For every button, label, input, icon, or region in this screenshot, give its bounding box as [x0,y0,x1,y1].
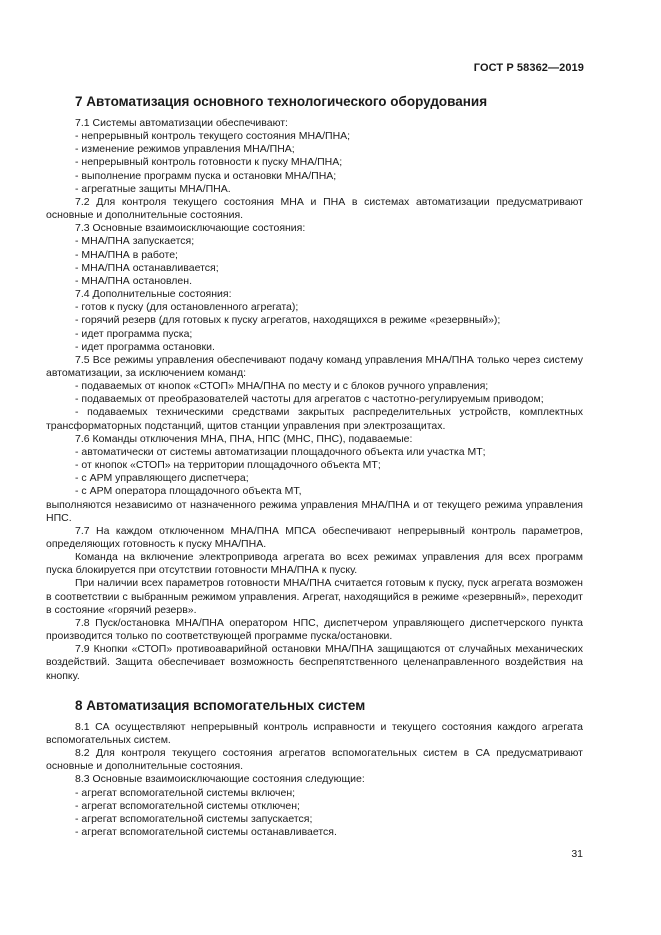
page-number: 31 [571,848,583,860]
section-7-content [46,117,583,683]
paragraph: - подаваемых техническими средствами закрытых распределительных устройств, комплектных трансформаторных подстанций, щитов станции управления при электрозащитах. [46,406,583,432]
list-item: - с АРМ оператора площадочного объекта МТ, [75,485,302,498]
paragraph: 7.4 Дополнительные состояния: [75,288,232,301]
list-item: - изменение режимов управления МНА/ПНА; [75,143,295,156]
paragraph: При наличии всех параметров готовности МНА/ПНА считается готовым к пуску, пуск агрегата возможен в соответствии с выбранным режимом управления. Агрегат, находящийся в режиме «резервный», переходит в состояние «горячий резерв». [46,577,583,616]
list-item: - МНА/ПНА остановлен. [75,274,192,287]
list-item: - подаваемых от преобразователей частоты для агрегатов с частотно-регулируемым приводом; [75,393,544,406]
paragraph: 7.1 Системы автоматизации обеспечивают: [75,117,288,129]
paragraph: 7.7 На каждом отключенном МНА/ПНА МПСА обеспечивают непрерывный контроль параметров, определяющих готовность к пуску МНА/ПНА. [46,524,583,550]
list-item: - агрегатные защиты МНА/ПНА. [75,182,231,195]
list-item: - от кнопок «СТОП» на территории площадочного объекта МТ; [75,459,381,472]
paragraph: 8.3 Основные взаимоисключающие состояния следующие: [75,773,365,786]
list-item: - непрерывный контроль готовности к пуску МНА/ПНА; [75,156,343,169]
section-8-heading: 8 Автоматизация вспомогательных систем [75,697,366,713]
paragraph: 8.2 Для контроля текущего состояния агрегатов вспомогательных систем в СА предусматривают основные и дополнительные состояния. [46,747,583,773]
list-item: - с АРМ управляющего диспетчера; [75,472,249,485]
list-item: - автоматически от системы автоматизации площадочного объекта или участка МТ; [75,445,486,458]
section-8-content [46,721,583,839]
list-item: - МНА/ПНА останавливается; [75,261,219,274]
paragraph: 8.1 СА осуществляют непрерывный контроль исправности и текущего состояния каждого агрегата вспомогательных систем. [46,720,583,746]
paragraph: выполняются независимо от назначенного режима управления МНА/ПНА и от текущего режима управления НПС. [46,498,583,524]
list-item: - агрегат вспомогательной системы запускается; [75,812,313,825]
paragraph: 7.6 Команды отключения МНА, ПНА, НПС (МНС, ПНС), подаваемые: [75,432,413,445]
list-item: - подаваемых от кнопок «СТОП» МНА/ПНА по месту и с блоков ручного управления; [75,380,489,393]
list-item: - идет программа пуска; [75,327,193,340]
paragraph: Команда на включение электропривода агрегата во всех режимах управления для всех программ пуска блокируется при отсутствии готовности МНА/ПНА к пуску. [46,551,583,577]
document-body [46,93,583,839]
list-item: - МНА/ПНА запускается; [75,235,195,248]
list-item: - непрерывный контроль текущего состояния МНА/ПНА; [75,130,351,143]
paragraph: 7.5 Все режимы управления обеспечивают подачу команд управления МНА/ПНА только через систему автоматизации, за исключением команд: [46,353,583,379]
list-item: - МНА/ПНА в работе; [75,248,178,261]
standard-number-header: ГОСТ Р 58362—2019 [473,62,584,74]
list-item: - агрегат вспомогательной системы отключен; [75,799,300,812]
list-item: - готов к пуску (для остановленного агрегата); [75,301,299,314]
paragraph: 7.3 Основные взаимоисключающие состояния: [75,222,306,235]
paragraph: 7.9 Кнопки «СТОП» противоаварийной остановки МНА/ПНА защищаются от случайных механических воздействий. Защита обеспечивает возможность беспрепятственного целенаправленного воздействия на кнопку. [46,643,583,682]
list-item: - агрегат вспомогательной системы включен; [75,786,296,799]
paragraph: 7.8 Пуск/остановка МНА/ПНА оператором НПС, диспетчером управляющего диспетчерского пункта производится только по соответствующей программе пуска/остановки. [46,616,583,643]
list-item: - агрегат вспомогательной системы останавливается. [75,825,337,838]
list-item: - горячий резерв (для готовых к пуску агрегатов, находящихся в режиме «резервный»); [75,314,501,327]
paragraph: 7.2 Для контроля текущего состояния МНА и ПНА в системах автоматизации предусматривают основные и дополнительные состояния. [46,195,583,222]
section-7-heading: 7 Автоматизация основного технологического оборудования [75,94,488,109]
list-item: - выполнение программ пуска и остановки МНА/ПНА; [75,169,337,182]
list-item: - идет программа остановки. [75,340,215,353]
